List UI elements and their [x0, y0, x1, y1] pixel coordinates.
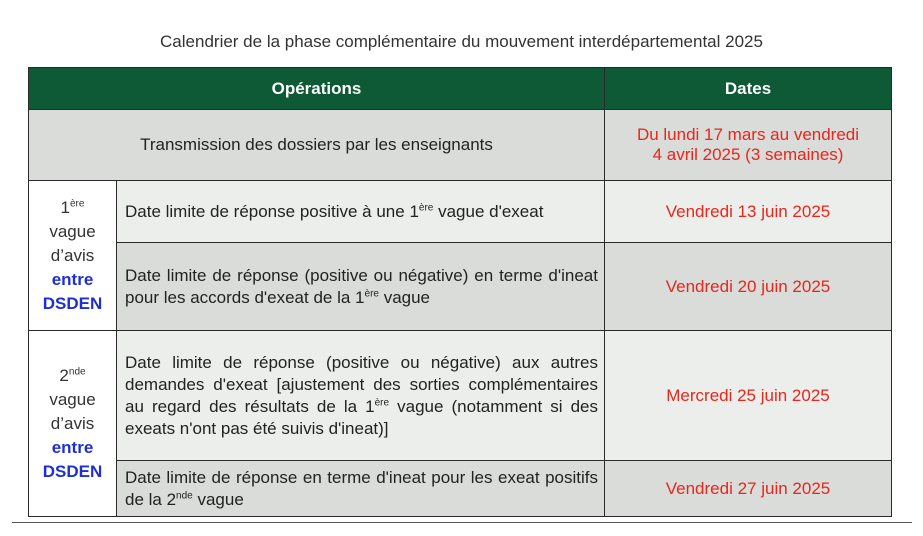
- wave2-word4: DSDEN: [42, 461, 103, 481]
- wave2-label: [29, 331, 117, 517]
- op-text: Date limite de réponse (positive ou négative) en terme d'ineat pour les accords d'exeat de la 1: [125, 265, 598, 307]
- header-dates: Dates: [605, 68, 892, 110]
- wave2-sup: nde: [68, 365, 86, 377]
- op-text: Date limite de réponse positive à une 1: [125, 201, 419, 221]
- transmission-date-line1: Du lundi 17 mars au vendredi: [636, 125, 860, 144]
- wave1-row1-date: Vendredi 13 juin 2025: [605, 181, 892, 243]
- wave2-number: 2: [59, 365, 69, 385]
- page-title: Calendrier de la phase complémentaire du mouvement interdépartemental 2025: [160, 32, 763, 51]
- wave2-word3: entre: [51, 437, 94, 457]
- wave1-word1: vague: [49, 221, 96, 241]
- wave2-row1-date: Mercredi 25 juin 2025: [605, 331, 892, 461]
- op-sup: nde: [176, 489, 193, 501]
- transmission-operation: Transmission des dossiers par les enseignants: [29, 110, 605, 181]
- op-text: vague: [192, 489, 244, 509]
- table-row: [29, 181, 892, 243]
- op-sup: ère: [364, 287, 379, 299]
- wave1-word4: DSDEN: [42, 293, 103, 313]
- table-row: [29, 331, 892, 461]
- wave1-row2-operation: [117, 243, 605, 331]
- op-text: vague d'exeat: [433, 201, 544, 221]
- table-row: [29, 461, 892, 517]
- wave1-label: [29, 181, 117, 331]
- op-text: vague: [378, 287, 431, 307]
- table-row: [29, 243, 892, 331]
- op-text: Date limite de réponse (positive ou négative) aux autres demandes d'exeat [ajustement des sorties complémentaires au regard des résultats de la 1: [125, 352, 598, 416]
- wave1-sup: ère: [70, 197, 85, 209]
- wave1-word2: d’avis: [50, 245, 95, 265]
- transmission-date: [605, 110, 892, 181]
- table-row-transmission: [29, 110, 892, 181]
- wave1-row1-operation: [117, 181, 605, 243]
- wave1-number: 1: [60, 197, 70, 217]
- op-text: vague (notamment si des exeats n'ont pas été suivis d'ineat)]: [125, 396, 598, 438]
- op-text: Date limite de réponse en terme d'ineat pour les exeat positifs de la 2: [125, 467, 598, 509]
- wave2-row2-date: Vendredi 27 juin 2025: [605, 461, 892, 517]
- wave1-row2-date: Vendredi 20 juin 2025: [605, 243, 892, 331]
- op-sup: ère: [418, 201, 434, 213]
- wave2-word2: d’avis: [50, 413, 95, 433]
- calendar-table: [28, 67, 892, 517]
- transmission-date-line2: 4 avril 2025 (3 semaines): [652, 145, 844, 164]
- wave1-word3: entre: [51, 269, 94, 289]
- header-operations: Opérations: [29, 68, 605, 110]
- wave2-row1-operation: [117, 331, 605, 461]
- op-sup: ère: [374, 396, 390, 408]
- table-header-row: [29, 68, 892, 110]
- footer-divider: [12, 522, 912, 523]
- wave2-word1: vague: [49, 389, 96, 409]
- wave2-row2-operation: [117, 461, 605, 517]
